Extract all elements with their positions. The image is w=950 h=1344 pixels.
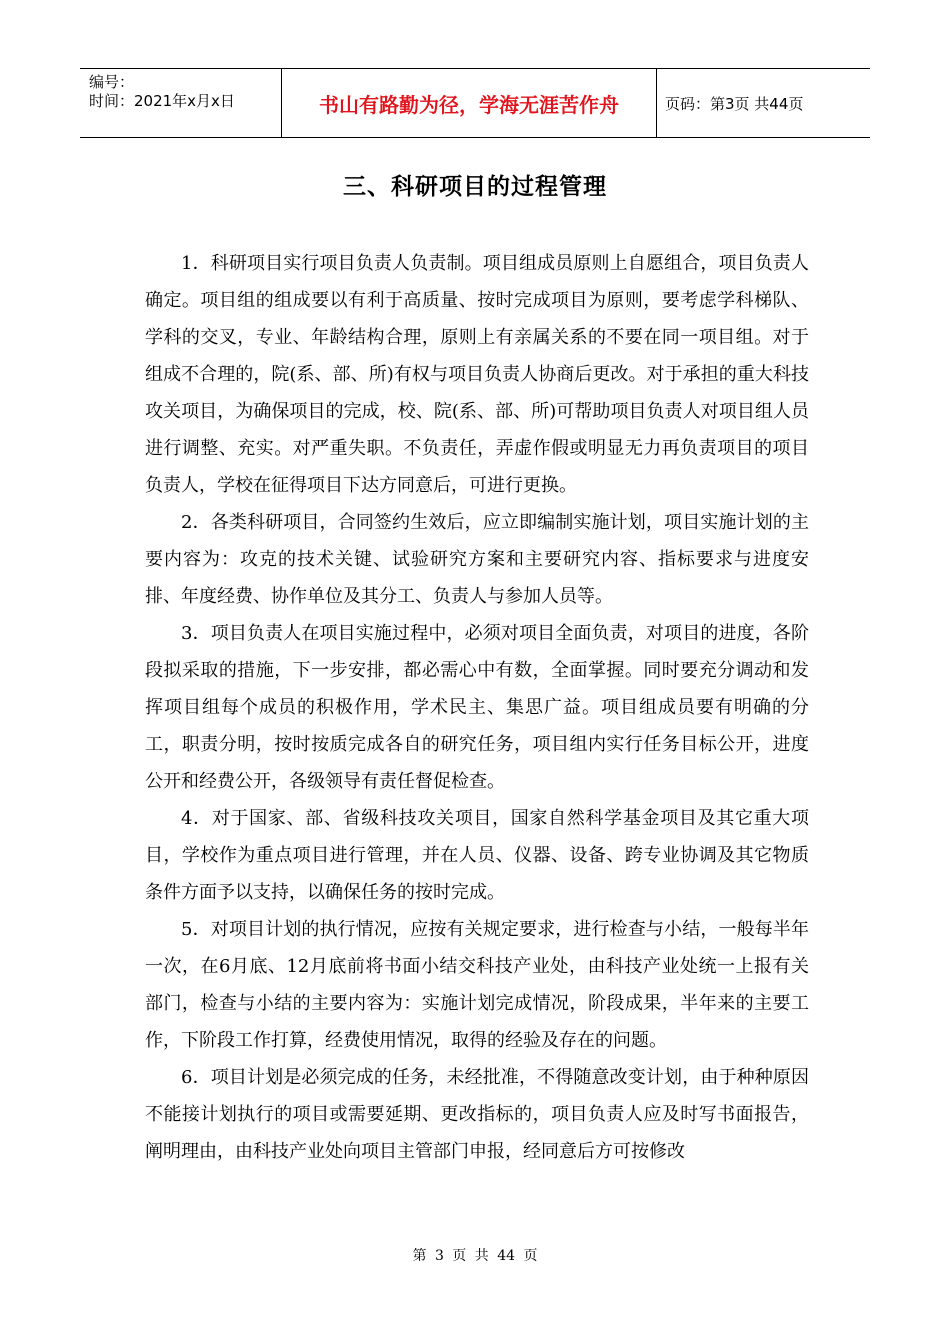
document-body — [145, 245, 809, 1170]
number-label: 编号： — [89, 73, 135, 91]
paragraph-5: 5．对项目计划的执行情况，应按有关规定要求，进行检查与小结，一般每半年一次，在6月底、12月底前将书面小结交科技产业处，由科技产业处统一上报有关部门，检查与小结的主要内容为：实施计划完成情况，阶段成果，半年来的主要工作，下阶段工作打算，经费使用情况，取得的经验及存在的问题。 — [145, 919, 809, 1051]
paragraph-6: 6．项目计划是必须完成的任务，未经批准，不得随意改变计划，由于种种原因不能接计划执行的项目或需要延期、更改指标的，项目负责人应及时写书面报告，阐明理由，由科技产业处向项目主管部门申报，经同意后方可按修改 — [145, 1067, 809, 1162]
paragraph-1: 1．科研项目实行项目负责人负责制。项目组成员原则上自愿组合，项目负责人确定。项目组的组成要以有利于高质量、按时完成项目为原则，要考虑学科梯队、学科的交叉，专业、年龄结构合理，原则上有亲属关系的不要在同一项目组。对于组成不合理的，院(系、部、所)有权与项目负责人协商后更改。对于承担的重大科技攻关项目，为确保项目的完成，校、院(系、部、所)可帮助项目负责人对项目组人员进行调整、充实。对严重失职。不负责任，弄虚作假或明显无力再负责项目的项目负责人，学校在征得项目下达方同意后，可进行更换。 — [145, 253, 809, 496]
paragraph-2: 2．各类科研项目，合同签约生效后，应立即编制实施计划，项目实施计划的主要内容为：攻克的技术关键、试验研究方案和主要研究内容、指标要求与进度安排、年度经费、协作单位及其分工、负责人与参加人员等。 — [145, 512, 809, 607]
time-label: 时间：2021年x月x日 — [89, 92, 235, 110]
paragraph-4: 4．对于国家、部、省级科技攻关项目，国家自然科学基金项目及其它重大项目，学校作为重点项目进行管理，并在人员、仪器、设备、跨专业协调及其它物质条件方面予以支持，以确保任务的按时完成。 — [145, 808, 809, 903]
paragraph-3: 3．项目负责人在项目实施过程中，必须对项目全面负责，对项目的进度，各阶段拟采取的措施，下一步安排，都必需心中有数，全面掌握。同时要充分调动和发挥项目组每个成员的积极作用，学术民主、集思广益。项目组成员要有明确的分工，职责分明，按时按质完成各自的研究任务，项目组内实行任务目标公开，进度公开和经费公开，各级领导有责任督促检查。 — [145, 623, 809, 792]
header-motto: 书山有路勤为径，学海无涯苦作舟 — [282, 69, 657, 137]
header-meta-cell — [80, 69, 282, 137]
page-footer: 第 3 页 共 44 页 — [412, 1248, 538, 1264]
document-title: 三、科研项目的过程管理 — [343, 174, 607, 200]
header-page-info: 页码：第3页 共44页 — [665, 94, 804, 113]
page-header — [80, 68, 870, 138]
